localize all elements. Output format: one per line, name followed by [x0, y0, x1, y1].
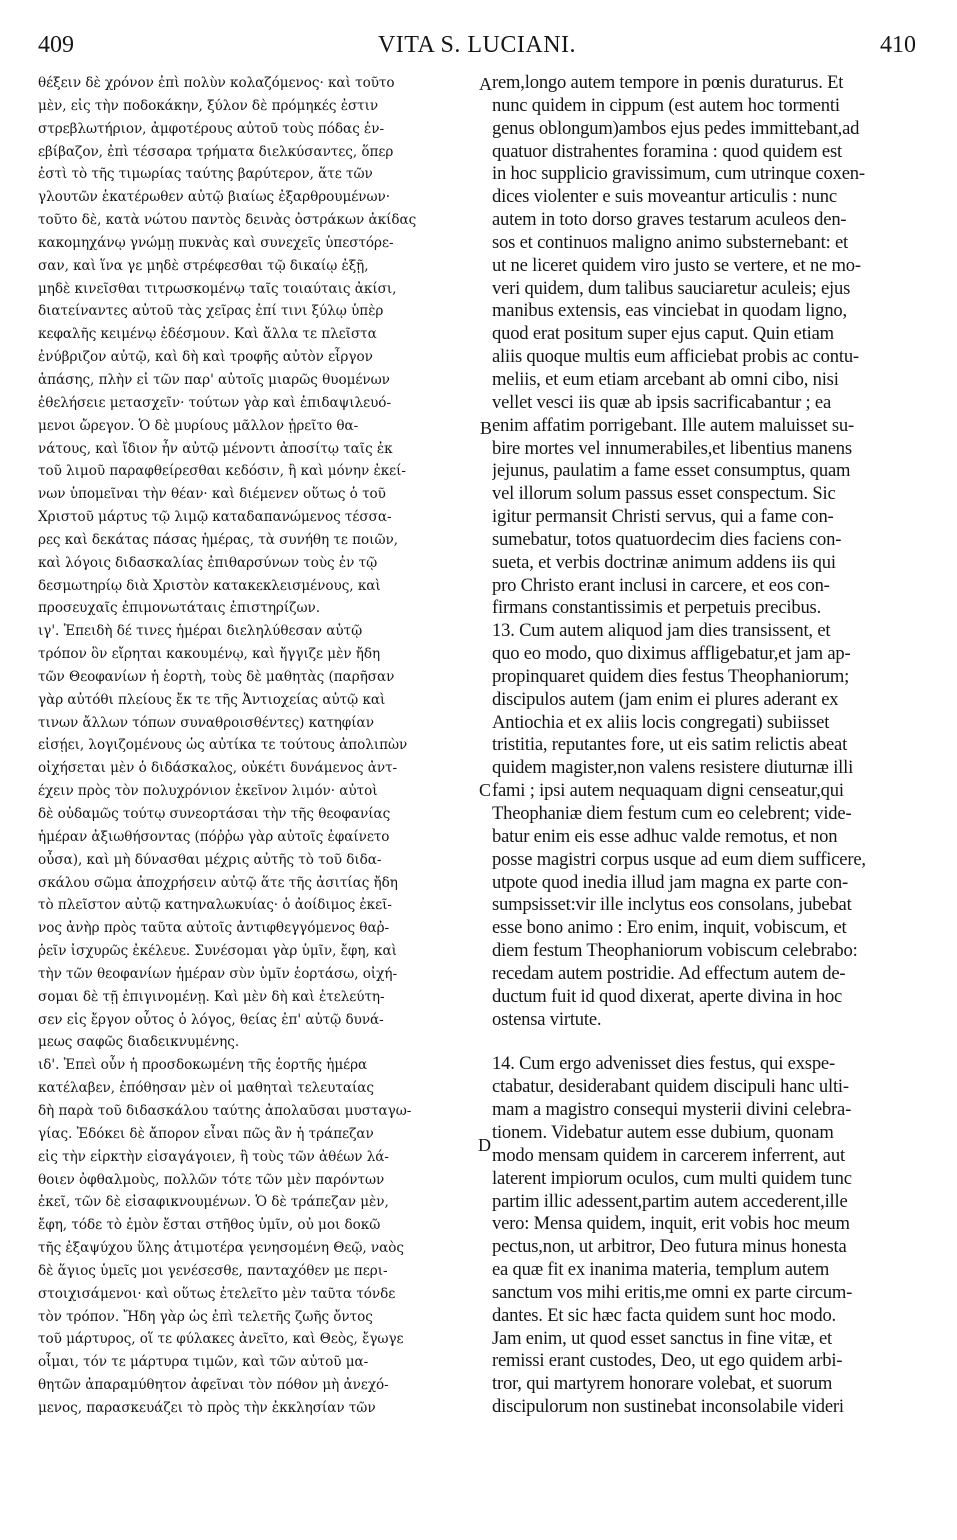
latin-text-line: discipulorum non sustinebat inconsolabile videri — [492, 1396, 844, 1418]
latin-text-line: ut ne liceret quidem viro justo se vertere, et ne mo- — [492, 254, 861, 276]
latin-text-line: discipulos autem (jam enim ei plures aderant ex — [492, 688, 839, 710]
greek-text-line: έχειν πρὸς τὸν πολυχρόνιον ἐκεῖνον λιμόν· αὐτοὶ — [38, 783, 378, 800]
greek-text-line: ιγ'. Ἐπειδὴ δέ τινες ἡμέραι διεληλύθεσαν αὐτῷ — [38, 623, 363, 640]
greek-text-line: τὸ πλεῖστον αὐτῷ κατηναλωκυίας· ὁ ἀοίδιμος ἐκεῖ- — [38, 897, 392, 914]
latin-text-line: Theophaniæ diem festum cum eo celebrent; vide- — [492, 803, 852, 824]
latin-text-line: aliis quoque multis eum afficiebat probis ac contu- — [492, 346, 859, 368]
latin-text-line: dices violenter e suis moveantur articulis : nunc — [492, 186, 837, 208]
paragraph-gap — [492, 1031, 920, 1053]
greek-text-line: γίας. Ἐδόκει δὲ ἄπορον εἶναι πῶς ἂν ἡ τράπεζαν — [38, 1125, 374, 1142]
greek-text-line: ιδ'. Ἐπεὶ οὖν ἡ προσδοκωμένη τῆς ἑορτῆς ἡμέρα — [38, 1057, 368, 1074]
latin-text-line: 14. Cum ergo advenisset dies festus, qui exspe- — [492, 1053, 835, 1075]
greek-text-line: δὲ ἅγιος ὑμεῖς μοι γενέσεσθε, πανταχόθεν με περι- — [38, 1262, 388, 1279]
greek-text-line: κακομηχάνῳ γνώμῃ πυκνὰς καὶ συνεχεῖς ὑπεστόρε- — [38, 234, 394, 251]
greek-text-line: δὲ οὐδαμῶς τούτῳ συνεορτάσαι τὴν τῆς θεοφανίας — [38, 806, 391, 822]
greek-text-line: καὶ λόγοις διδασκαλίας ἐπιθαρσύνων τοὺς ἐν τῷ — [38, 554, 378, 571]
latin-text-line: pectus,non, ut arbitror, Deo futura minus honesta — [492, 1236, 847, 1258]
latin-text-line: esse bono animo : Ero enim, inquit, vobiscum, et — [492, 917, 847, 939]
latin-text-line: vel illorum solum passus esset conspectum. Sic — [492, 483, 836, 505]
greek-text-line: νος ἀνὴρ πρὸς ταῦτα αὐτοῖς ἀντιφθεγγόμενος θαῤ- — [38, 920, 390, 937]
latin-text-line: quatuor distrahentes foramina : quod quidem est — [492, 140, 842, 162]
greek-text-line: νων ὑπομεῖναι τὴν θέαν· καὶ διέμενεν οὕτως ὁ τοῦ — [38, 486, 386, 503]
latin-text-line: rem,longo autem tempore in pœnis duraturus. Et — [492, 72, 844, 93]
latin-text-line: ductum fuit id quod dixerat, aperte divina in hoc — [492, 985, 843, 1007]
latin-text-line: tionem. Videbatur autem esse dubium, quonam — [492, 1121, 834, 1143]
latin-text-line: tror, qui martyrem honorare volebat, et suorum — [492, 1373, 833, 1395]
greek-text-line: θοιεν ὀφθαλμοὺς, πολλῶν τότε τῶν μὲν παρόντων — [38, 1171, 385, 1188]
greek-text-line: εἰσῄει, λογιζομένους ὡς αὐτίκα τε τούτους ἀπολιπὼν — [38, 737, 408, 754]
latin-text-line: enim affatim porrigebant. Ille autem maluisset su- — [492, 414, 854, 436]
latin-text-line: vero: Mensa quidem, inquit, erit vobis hoc meum — [492, 1213, 850, 1235]
greek-text-line: ἔφη, τόδε τὸ ἐμὸν ἔσται στῆθος ὑμῖν, οὐ μοι δοκῶ — [38, 1217, 381, 1234]
greek-text-line: τοῦ μάρτυρος, οἵ τε φύλακες ἀνεῖτο, καὶ Θεὸς, ἔγωγε — [38, 1331, 404, 1348]
latin-text-line: sueta, et verbis doctrinæ animum addens iis qui — [492, 551, 836, 573]
greek-text-line: δὴ παρὰ τοῦ διδασκάλου ταύτης ἀπολαῦσαι μυσταγω- — [38, 1102, 412, 1119]
latin-text-line: mam a magistro consequi mysterii divini celebra- — [492, 1099, 852, 1121]
latin-text-line: jejunus, paulatim a fame esset consumptus, quam — [492, 460, 851, 482]
latin-text-line: remissi erant custodes, Deo, ut ego quidem arbi- — [492, 1350, 843, 1372]
greek-text-line: τινων ἄλλων τόπων συναθροισθέντες) κατηφίαν — [38, 714, 374, 731]
greek-text-line: οἰχήσεται μὲν ὁ διδάσκαλος, οὐκέτι δυνάμενος ἀντ- — [38, 760, 398, 777]
greek-text-line: μὲν, εἰς τὴν ποδοκάκην, ξύλον δὲ πρόμηκές ἐστιν — [38, 97, 379, 114]
latin-text-line: ea quæ fit ex inanima materia, templum autem — [492, 1259, 830, 1281]
latin-text-line: laterent impiorum oculos, cum multi quidem tunc — [492, 1167, 852, 1189]
page-number-left: 409 — [38, 32, 74, 58]
latin-text-line: dantes. Et sic hæc facta quidem sunt hoc modo. — [492, 1304, 836, 1326]
latin-text-line: vellet vesci iis quæ ab ipsis sacrificabantur ; ea — [492, 391, 832, 413]
latin-text-line: partim illic adessent,partim autem accederent,ille — [492, 1190, 848, 1212]
latin-text-line: in hoc supplicio gravissimum, cum utrinque coxen- — [492, 163, 865, 185]
latin-text-line: posse magistri corpus usque ad eum diem sufficere, — [492, 848, 866, 870]
latin-text-line: igitur permansit Christi servus, qui a fame con- — [492, 506, 834, 528]
greek-text-line: τὸν τρόπον. Ἤδη γὰρ ὡς ἐπὶ τελετῆς ζωῆς ὄντος — [38, 1308, 373, 1325]
greek-text-line: κατέλαβεν, ἐπόθησαν μὲν οἱ μαθηταὶ τελευταίας — [38, 1080, 374, 1097]
greek-text-line: σκάλου σῶμα ἀποχρήσειν αὐτῷ ἅτε τῆς ἀσιτίας ἤδη — [38, 874, 398, 891]
greek-text-line: οἶμαι, τόν τε μάρτυρα τιμῶν, καὶ τῶν αὐτοῦ μα- — [38, 1354, 369, 1371]
latin-text-line: autem in toto dorso graves testarum aculeos den- — [492, 209, 847, 231]
greek-text-line: κεφαλῆς κειμένῳ ἐδέσμουν. Καὶ ἄλλα τε πλεῖστα — [38, 326, 377, 343]
greek-text-line: σεν εἰς ἔργον οὗτος ὁ λόγος, θείας ἐπ' αὐτῷ δυνά- — [38, 1011, 384, 1028]
greek-text-line: τρόπον ὃν εἴρηται κακουμένῳ, καὶ ἤγγιζε μὲν ἤδη — [38, 646, 381, 663]
latin-text-line: sos et continuos maligno animo substernebant: et — [492, 231, 849, 253]
latin-text-line: pro Christo erant inclusi in carcere, et eos con- — [492, 574, 830, 596]
latin-text-line: bire mortes vel innumerabiles,et libentius manens — [492, 437, 852, 459]
latin-text-line: utpote quod inedia illud jam magna ex parte con- — [492, 871, 848, 893]
running-title: VITA S. LUCIANI. — [377, 32, 577, 58]
latin-text-line: modo mensam quidem in carcerem inferrent, aut — [492, 1144, 845, 1166]
latin-text-line: quo eo modo, quo diximus affligebatur,et jam ap- — [492, 643, 851, 665]
latin-text-line: batur enim eis esse adhuc valde remotus, et non — [492, 825, 838, 847]
latin-text-line: tristitia, reputantes fore, ut eis satim relictis abeat — [492, 734, 848, 756]
latin-text-line: fami ; ipsi autem nequaquam digni censeatur,qui — [492, 780, 844, 802]
latin-text-line: meliis, et eum etiam arcebant ab omni cibo, nisi — [492, 368, 839, 390]
latin-text-line: manibus extensis, eas vinciebat in quodam ligno, — [492, 300, 847, 322]
latin-text-line: recedam autem postridie. Ad effectum autem de- — [492, 962, 846, 984]
greek-text-line: δεσμωτηρίῳ διὰ Χριστὸν κατακεκλεισμένους, καὶ — [38, 577, 381, 594]
latin-column — [492, 72, 920, 1419]
greek-text-line: ἡμέραν ἀξιωθήσοντας (πόῤῥω γὰρ αὐτοῖς ἐφαίνετο — [38, 828, 390, 845]
greek-text-line: τοῦτο δὲ, κατὰ νώτου παντὸς δεινὰς ὀστράκων ἀκίδας — [38, 212, 417, 229]
greek-text-line: νάτους, καὶ ἴδιον ἦν αὐτῷ μένοντι ἀποσίτῳ ταῖς ἐκ — [38, 440, 393, 457]
greek-text-line: γλουτῶν ἑκατέρωθεν αὐτῷ βιαίως ἐξαρθρουμένων· — [38, 189, 391, 206]
latin-text-line: quidem magister,non valens resistere diuturnæ illi — [492, 757, 854, 779]
greek-text-line: τῆς ἐξαψύχου ὕλης ἀτιμοτέρα γενησομένη Θεῷ, ναὸς — [38, 1240, 404, 1257]
latin-text-line: diem festum Theophaniorum vobiscum celebrabo: — [492, 940, 858, 962]
greek-text-line: διατείναντες αὐτοῦ τὰς χεῖρας ἐπί τινι ξύλῳ ὑπὲρ — [38, 303, 384, 320]
greek-text-line: προσευχαῖς ἐπιμονωτάταις ἐπιστηρίζων. — [38, 600, 320, 617]
greek-text-line: μηδὲ κινεῖσθαι τιτρωσκομένῳ ταῖς τοιαύταις ἀκίσι, — [38, 280, 397, 297]
running-header — [38, 28, 916, 62]
greek-text-line: στοιχισάμενοι· καὶ οὕτως ἐτελεῖτο μὲν ταῦτα τόνδε — [38, 1285, 396, 1302]
greek-column — [38, 72, 481, 1420]
greek-text-line: στρεβλωτήριον, ἀμφοτέρους αὐτοῦ τοὺς πόδας ἐν- — [38, 120, 385, 137]
margin-marker-a: A — [479, 74, 492, 94]
greek-text-line: ἐστὶ τὸ τῆς τιμωρίας ταύτης βαρύτερον, ἅτε τῶν — [38, 166, 373, 183]
latin-text-line: ctabatur, desiderabant quidem discipuli hanc ulti- — [492, 1076, 849, 1098]
latin-text-line: Antiochia et ex aliis locis congregati) subiisset — [492, 711, 830, 733]
latin-text-line: nunc quidem in cippum (est autem hoc tormenti — [492, 94, 840, 116]
margin-marker-c: C — [479, 780, 492, 800]
latin-text-line: 13. Cum autem aliquod jam dies transissent, et — [492, 620, 831, 642]
greek-text-line: σαν, καὶ ἵνα γε μηδὲ στρέφεσθαι τῷ δικαίῳ ἐξῇ, — [38, 257, 369, 274]
margin-marker-d: D — [478, 1135, 491, 1155]
latin-text-line: quod erat positum super ejus caput. Quin etiam — [492, 323, 834, 345]
greek-text-line: ἐνύβριζον αὐτῷ, καὶ δὴ καὶ τροφῆς αὐτὸν εἶργον — [38, 349, 373, 366]
latin-text-line: firmans constantissimis et perpetuis precibus. — [492, 597, 822, 619]
greek-text-line: ἁπάσης, πλὴν εἰ τῶν παρ' αὐτοῖς μιαρῶς θυομένων — [38, 371, 390, 388]
greek-text-line: ἐκεῖ, τῶν δὲ εἰσαφικνουμένων. Ὁ δὲ τράπεζαν μὲν, — [38, 1194, 389, 1211]
latin-text-line: sumebatur, totos quatuordecim dies faciens con- — [492, 528, 842, 550]
greek-text-line: γὰρ αὐτόθι πλείους ἔκ τε τῆς Ἀντιοχείας αὐτῷ καὶ — [38, 691, 386, 708]
greek-text-line: εβίβαζον, ἐπὶ τέσσαρα τρήματα διελκύσαντες, ὅπερ — [38, 143, 394, 160]
greek-text-line: Χριστοῦ μάρτυς τῷ λιμῷ καταδαπανώμενος τέσσα- — [38, 509, 392, 526]
greek-text-line: τὴν τῶν θεοφανίων ἡμέραν σὺν ὑμῖν ἑορτάσω, οἰχή- — [38, 965, 397, 982]
greek-text-line: θητῶν ἀπαραμύθητον ἀφεῖναι τὸν πόθον μὴ ἀνεχό- — [38, 1377, 389, 1394]
latin-text-line: ostensa virtute. — [492, 1008, 602, 1030]
greek-text-line: σομαι δὲ τῇ ἐπιγινομένῃ. Καὶ μὲν δὴ καὶ ἐτελεύτη- — [38, 988, 385, 1005]
latin-text-line: veri quidem, dum talibus sauciaretur aculeis; ejus — [492, 277, 851, 299]
greek-text-line: θέξειν δὲ χρόνον ἐπὶ πολὺν κολαζόμενος· καὶ τοῦτο — [38, 75, 395, 91]
greek-text-line: ἐθελήσειε μετασχεῖν· τούτων γὰρ καὶ ἐπιδαψιλευό- — [38, 394, 391, 411]
greek-text-line: εἰς τὴν εἱρκτὴν εἰσαγάγοιεν, ἢ τοὺς τῶν ἀθέων λά- — [38, 1148, 389, 1165]
latin-text-line: propinquaret quidem dies festus Theophaniorum; — [492, 665, 850, 687]
greek-text-line: ῥεῖν ἰσχυρῶς ἐκέλευε. Συνέσομαι γὰρ ὑμῖν, ἔφη, καὶ — [38, 943, 397, 960]
greek-text-line: ρες καὶ δεκάτας πάσας ἡμέρας, τὰ συνήθη τε ποιῶν, — [38, 531, 398, 548]
greek-text-line: μενος, παρασκευάζει τὸ πρὸς τὴν ἐκκλησίαν τῶν — [38, 1399, 376, 1416]
latin-text-line: genus oblongum)ambos ejus pedes immittebant,ad — [492, 117, 860, 139]
page-number-right: 410 — [880, 32, 916, 58]
latin-text-line: Jam enim, ut quod esset sanctus in fine vitæ, et — [492, 1327, 833, 1349]
greek-text-line: μεως σαφῶς διαδεικνυμένης. — [38, 1034, 240, 1051]
greek-text-line: τοῦ λιμοῦ παραφθείρεσθαι κεδόσιν, ἢ καὶ μόνην ἐκεί- — [38, 463, 406, 480]
greek-text-line: οὖσα), καὶ μὴ δύνασθαι μέχρις αὐτῆς τὸ τοῦ διδα- — [38, 851, 382, 868]
latin-text-line: sumpsisset:vir ille inclytus eos consolans, jubebat — [492, 894, 852, 916]
latin-text-line: sanctum vos mihi eritis,me omni ex parte circum- — [492, 1281, 853, 1303]
greek-text-line: μενοι ὤρεγον. Ὁ δὲ μυρίους μᾶλλον ᾑρεῖτο θα- — [38, 417, 359, 434]
greek-text-line: τῶν Θεοφανίων ἡ ἑορτὴ, τοὺς δὲ μαθητὰς (παρῆσαν — [38, 668, 395, 685]
margin-marker-b: B — [480, 418, 493, 438]
